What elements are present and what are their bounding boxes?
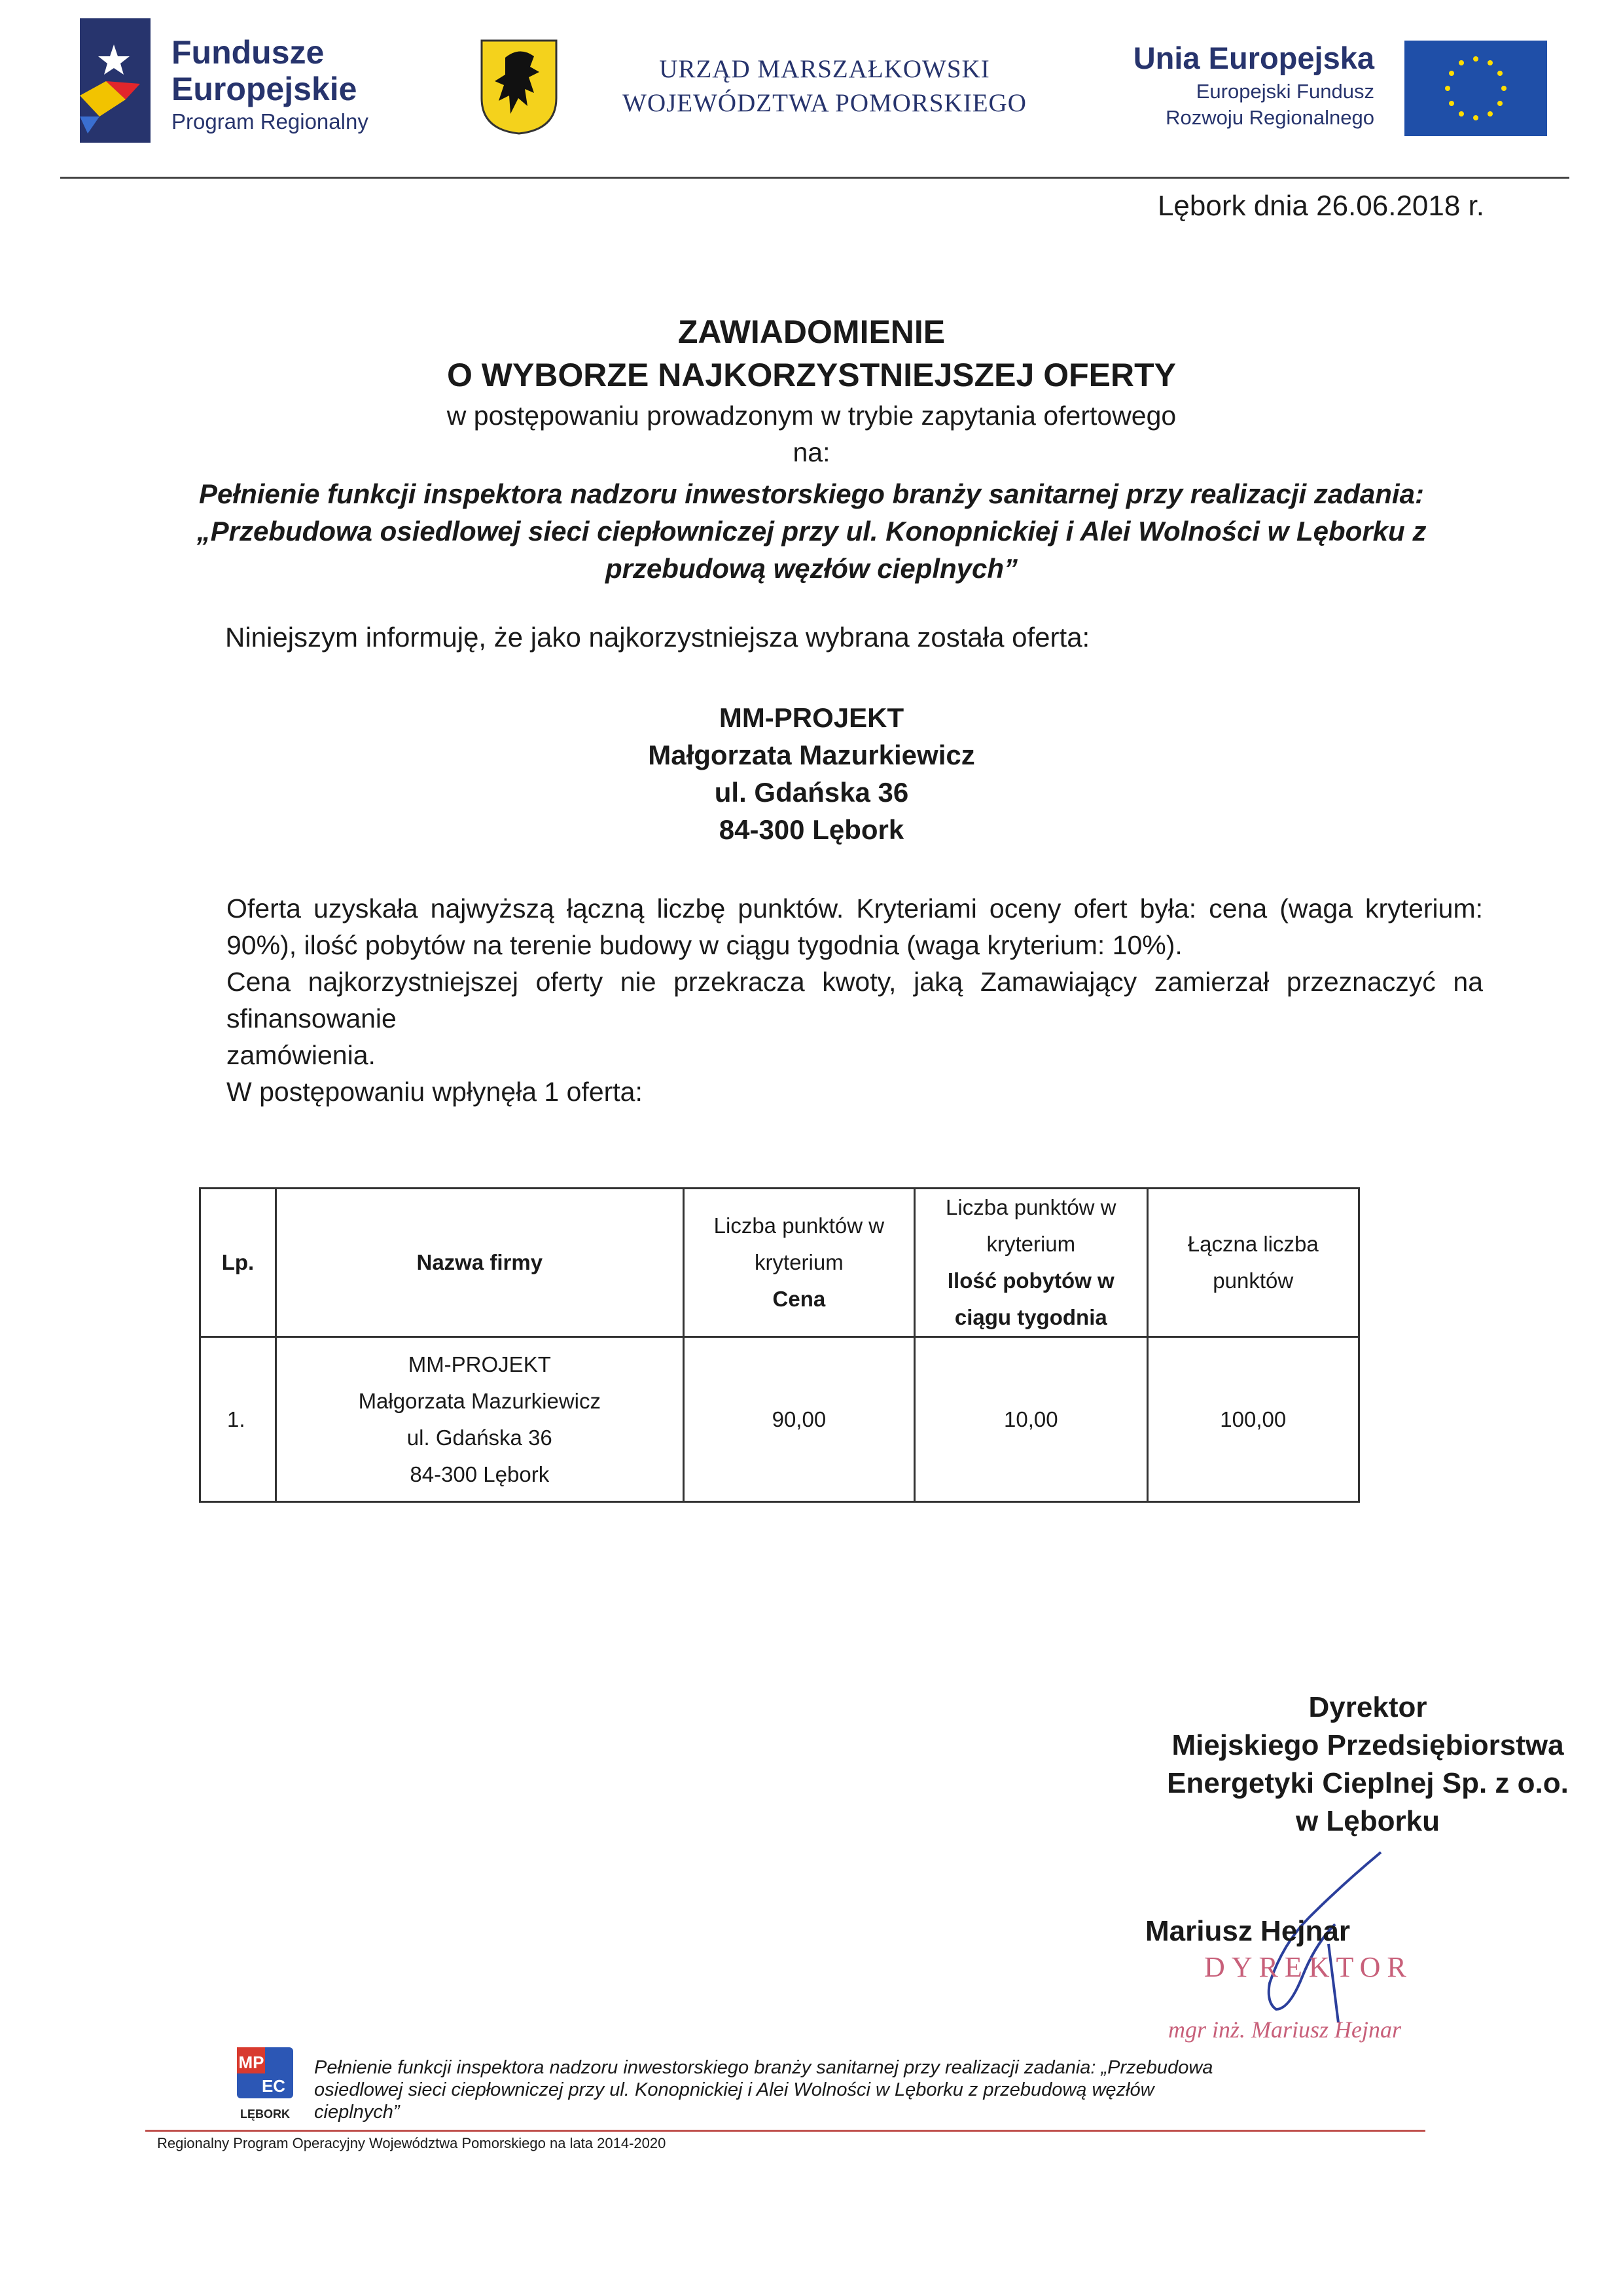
signatory-line4: w Lęborku	[1295, 1805, 1440, 1837]
signatory-line3: Energetyki Cieplnej Sp. z o.o.	[1167, 1767, 1569, 1799]
cell-lp: 1.	[200, 1337, 276, 1502]
footer-program: Regionalny Program Operacyjny Województwa Pomorskiego na lata 2014-2020	[157, 2135, 666, 2151]
intro-sentence: Niniejszym informuję, że jako najkorzystniejsza wybrana została oferta:	[225, 622, 1090, 653]
document-title-line2: O WYBORZE NAJKORZYSTNIEJSZEJ OFERTY	[446, 357, 1176, 393]
header-total: Łączna liczba punktów	[1147, 1189, 1359, 1337]
document-date: Lębork dnia 26.06.2018 r.	[1157, 190, 1484, 222]
footer-line1: Pełnienie funkcji inspektora nadzoru inwestorskiego branży sanitarnej przy realizacji zadania: „Przebudowa	[314, 2057, 1213, 2078]
contract-subject	[89, 475, 1534, 587]
svg-text:LĘBORK: LĘBORK	[240, 2108, 290, 2121]
ue-line3: Rozwoju Regionalnego	[1166, 106, 1374, 129]
subject-line3: przebudową węzłów cieplnych”	[605, 553, 1018, 584]
subject-line1: Pełnienie funkcji inspektora nadzoru inwestorskiego branży sanitarnej przy realizacji zadania:	[199, 478, 1424, 509]
footer-line2: osiedlowej sieci ciepłowniczej przy ul. Konopnickiej i Alei Wolności w Lęborku z przebudową węzłów	[314, 2079, 1154, 2100]
header-visits-points: Liczba punktów w kryterium Ilość pobytów w ciągu tygodnia	[915, 1189, 1147, 1337]
header-divider	[60, 177, 1569, 179]
cell-price-points: 90,00	[683, 1337, 914, 1502]
fundusze-europejskie-logo-icon	[80, 18, 151, 143]
subject-line2: „Przebudowa osiedlowej sieci ciepłowniczej przy ul. Konopnickiej i Alei Wolności w Lęborku z	[196, 516, 1427, 547]
header-price-points: Liczba punktów w kryterium Cena	[683, 1189, 914, 1337]
p1-line1: Oferta uzyskała najwyższą łączną liczbę punktów. Kryteriami oceny ofert była: cena (waga kryterium:	[226, 893, 1483, 924]
cell-visits-points: 10,00	[915, 1337, 1147, 1502]
unia-europejska-text	[1021, 38, 1374, 131]
firm-street: ul. Gdańska 36	[714, 777, 909, 808]
p2-line2: zamówienia.	[226, 1040, 376, 1070]
signatory-line1: Dyrektor	[1308, 1691, 1427, 1723]
footer-line3: cieplnych”	[314, 2102, 400, 2123]
stamp-title: DYREKTOR	[1204, 1951, 1413, 1983]
header-firm: Nazwa firmy	[276, 1189, 683, 1337]
procedure-na: na:	[793, 437, 830, 467]
p3-line: W postępowaniu wpłynęła 1 oferta:	[226, 1077, 643, 1107]
header-lp: Lp.	[200, 1189, 276, 1337]
p1-line2: 90%), ilość pobytów na terenie budowy w ciągu tygodnia (waga kryterium: 10%).	[226, 930, 1183, 960]
ue-line1: Unia Europejska	[1133, 41, 1374, 75]
stamp-name: mgr inż. Mariusz Hejnar	[1168, 2017, 1402, 2043]
signatory-line2: Miejskiego Przedsiębiorstwa	[1171, 1729, 1564, 1761]
pomorskie-griffin-crest-icon	[479, 38, 559, 136]
table-row	[200, 1337, 1359, 1502]
cell-firm: MM-PROJEKT Małgorzata Mazurkiewicz ul. Gdańska 36 84-300 Lębork	[276, 1337, 683, 1502]
um-line2: WOJEWÓDZTWA POMORSKIEGO	[622, 89, 1027, 117]
footer-divider	[145, 2130, 1425, 2132]
um-line1: URZĄD MARSZAŁKOWSKI	[659, 55, 990, 83]
svg-text:MP: MP	[238, 2053, 264, 2072]
selected-firm	[89, 699, 1534, 848]
justification-paragraph	[226, 890, 1483, 1110]
firm-city: 84-300 Lębork	[719, 814, 904, 845]
offers-table	[199, 1187, 1360, 1503]
svg-text:EC: EC	[261, 2076, 286, 2096]
fe-line3: Program Regionalny	[171, 109, 368, 134]
document-title: ZAWIADOMIENIE	[677, 314, 946, 350]
mpec-logo-icon	[230, 2045, 300, 2123]
signatory-block	[1021, 1689, 1623, 1840]
fe-line1: Fundusze	[171, 34, 325, 71]
firm-name: MM-PROJEKT	[719, 702, 904, 733]
urzad-marszalkowski-text	[563, 52, 1086, 120]
cell-total: 100,00	[1147, 1337, 1359, 1502]
p2-line1: Cena najkorzystniejszej oferty nie przekracza kwoty, jaką Zamawiający zamierzał przeznaczyć na sfinansowanie	[226, 967, 1483, 1033]
signatory-name: Mariusz Hejnar	[1145, 1915, 1350, 1947]
footer-project-text	[314, 2056, 1387, 2123]
table-header-row	[200, 1189, 1359, 1337]
ue-line2: Europejski Fundusz	[1196, 80, 1374, 103]
eu-flag-icon	[1404, 41, 1547, 136]
fe-line2: Europejskie	[171, 71, 357, 107]
fundusze-europejskie-text	[171, 34, 368, 136]
procedure-line: w postępowaniu prowadzonym w trybie zapytania ofertowego	[446, 401, 1177, 431]
firm-person: Małgorzata Mazurkiewicz	[648, 740, 975, 770]
